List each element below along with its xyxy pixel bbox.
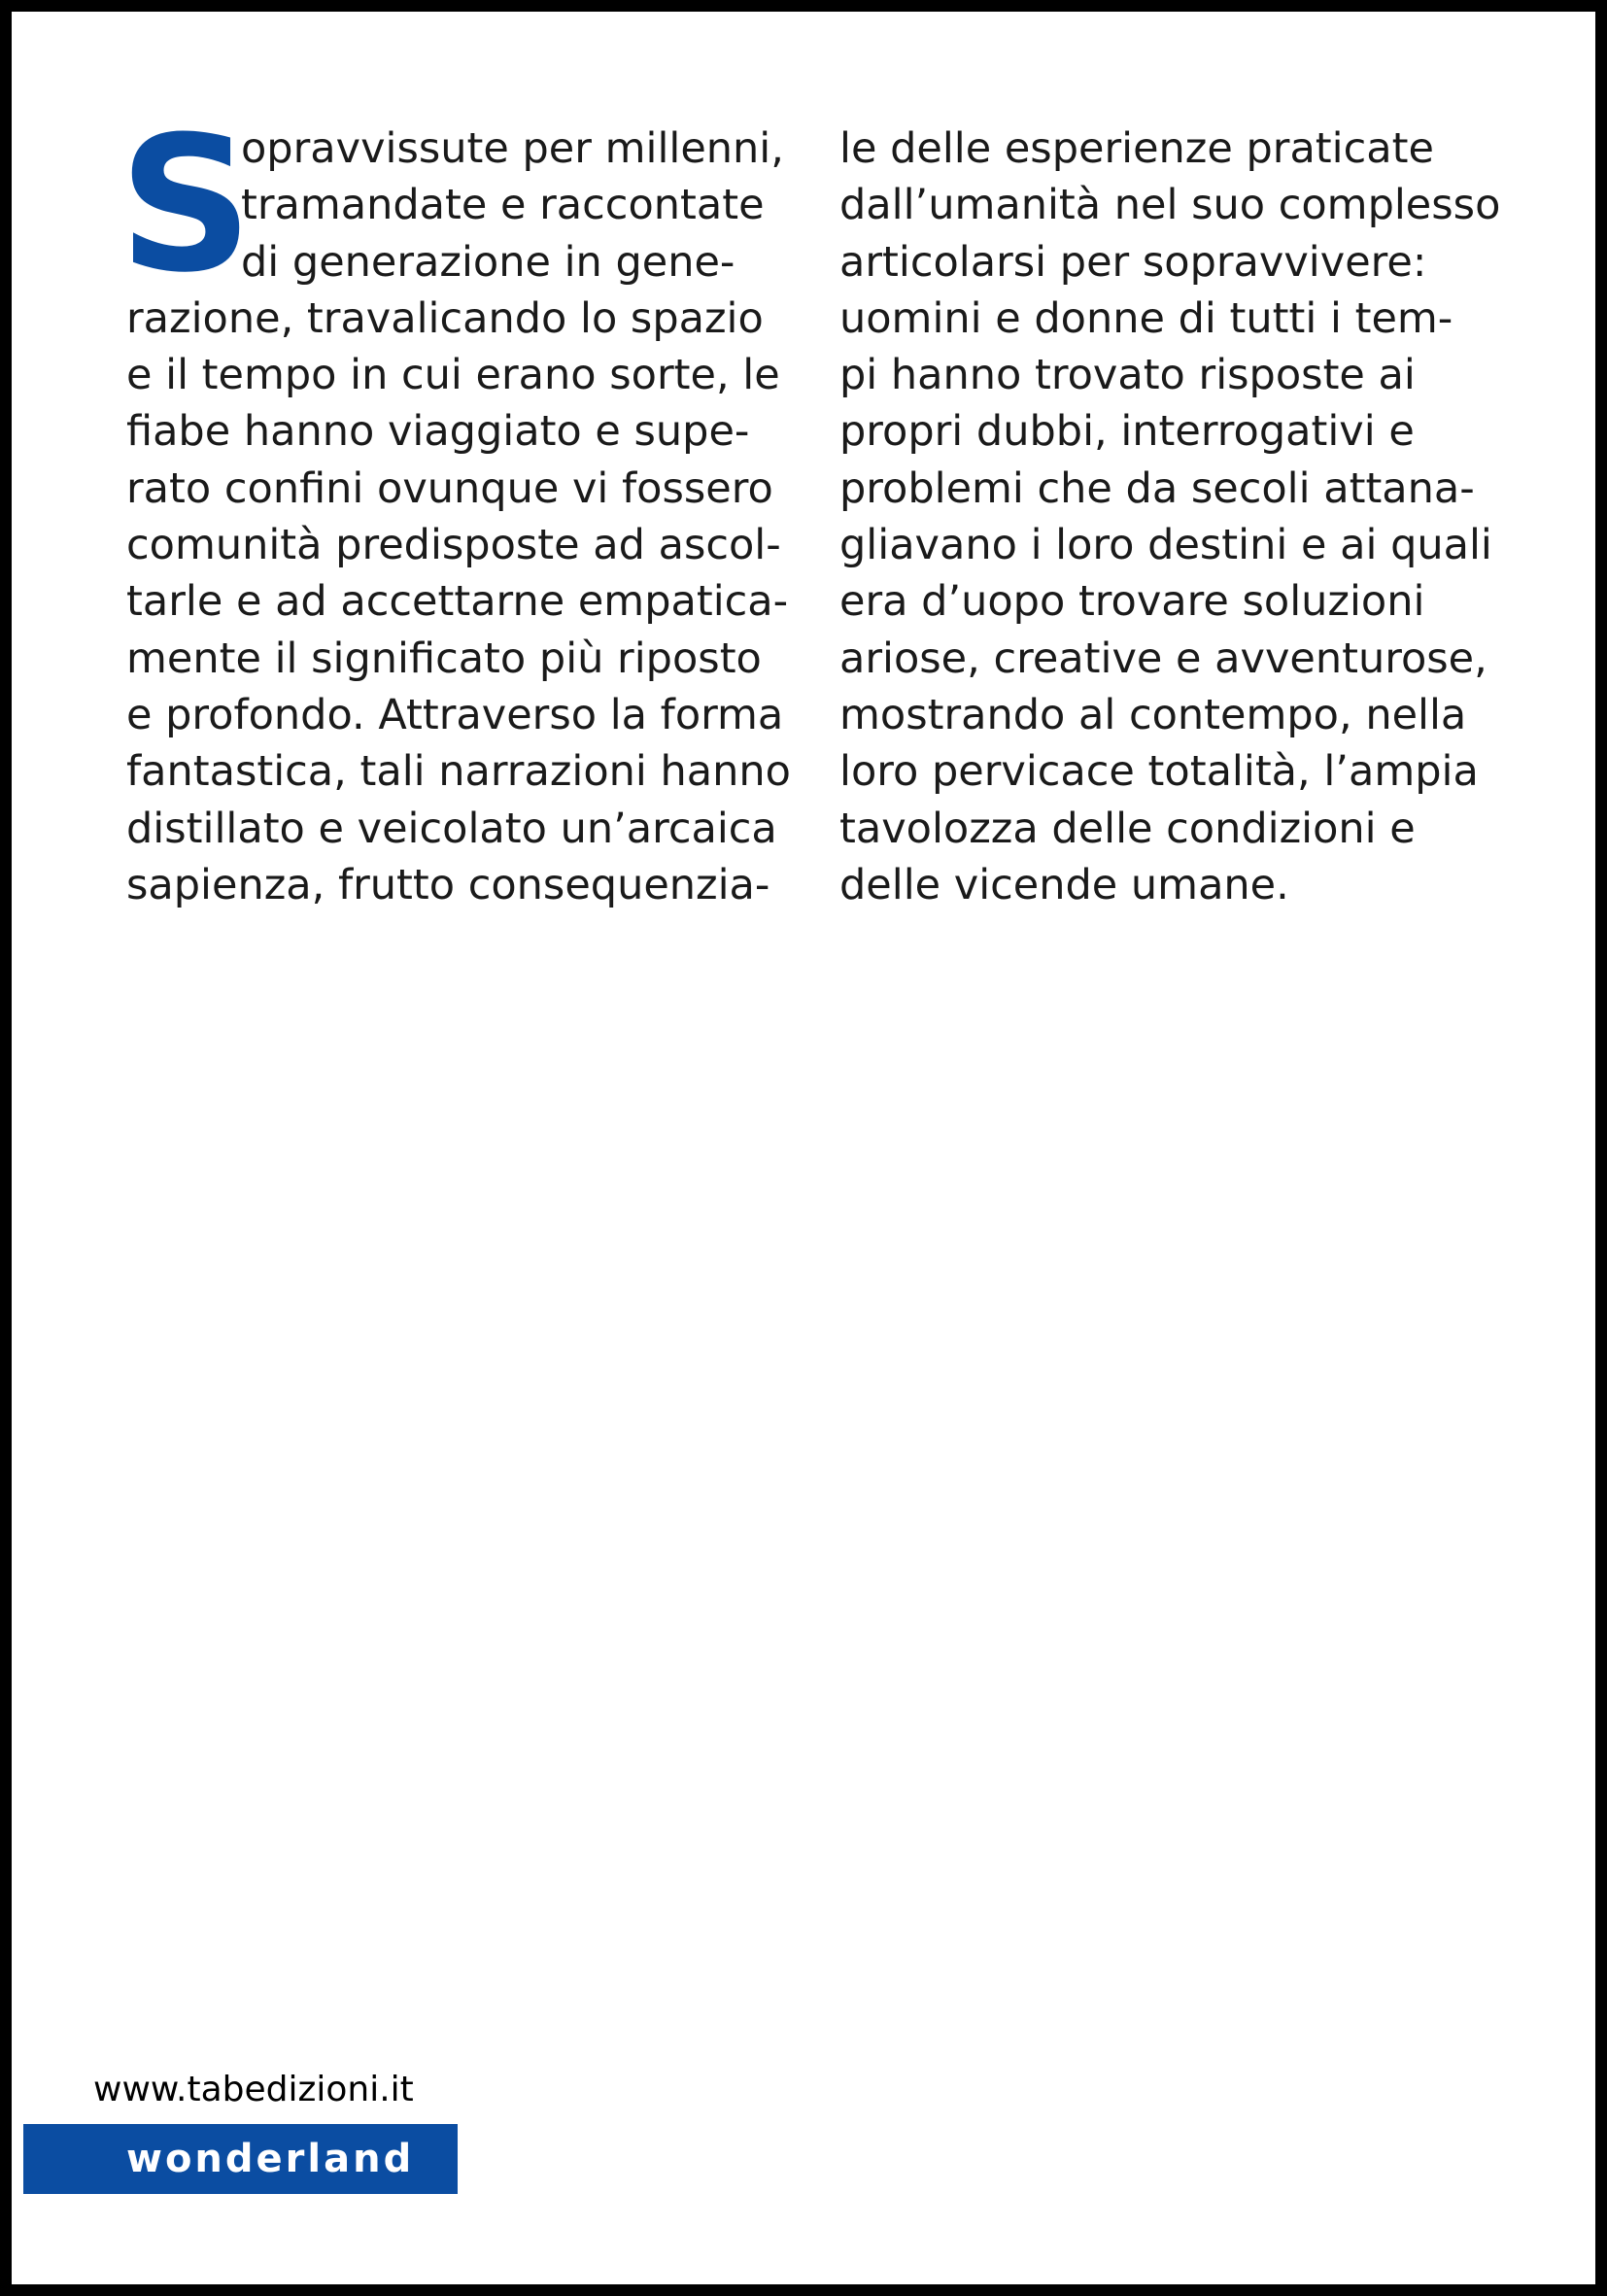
text-line: dall’umanità nel suo complesso	[839, 181, 1501, 230]
text-line: pi hanno trovato risposte ai	[839, 351, 1416, 400]
text-line: mostrando al contempo, nella	[839, 690, 1467, 739]
text-line: sapienza, frutto consequenzia-	[126, 860, 770, 909]
text-line: tavolozza delle condizioni e	[839, 804, 1416, 853]
text-line: rato confini ovunque vi fossero	[126, 463, 773, 513]
text-line: opravvissute per millenni,	[241, 124, 784, 173]
text-line: gliavano i loro destini e ai quali	[839, 521, 1492, 570]
text-line: tarle e ad accettarne empatica-	[126, 577, 789, 627]
text-line: era d’uopo trovare soluzioni	[839, 577, 1425, 627]
text-line: fiabe hanno viaggiato e supe-	[126, 407, 750, 457]
text-line: problemi che da secoli attana-	[839, 463, 1475, 513]
text-column-right	[839, 120, 1520, 913]
text-line: ariose, creative e avventurose,	[839, 634, 1487, 683]
drop-cap: S	[119, 97, 254, 314]
text-line: tramandate e raccontate	[241, 181, 765, 230]
text-line: e profondo. Attraverso la forma	[126, 690, 784, 739]
publisher-website: www.tabedizioni.it	[93, 2070, 414, 2109]
text-line: articolarsi per sopravvivere:	[839, 237, 1427, 287]
text-line: mente il significato più riposto	[126, 634, 762, 683]
text-line: loro pervicace totalità, l’ampia	[839, 747, 1479, 797]
text-line: uomini e donne di tutti i tem-	[839, 293, 1453, 343]
text-line: delle vicende umane.	[839, 860, 1289, 909]
text-line: razione, travalicando lo spazio	[126, 293, 764, 343]
series-label: wonderland	[126, 2137, 415, 2181]
text-column-left	[126, 120, 797, 913]
text-line: le delle esperienze praticate	[839, 124, 1434, 173]
series-band	[23, 2124, 458, 2194]
text-line: comunità predisposte ad ascol-	[126, 521, 781, 570]
text-line: e il tempo in cui erano sorte, le	[126, 351, 780, 400]
text-line: distillato e veicolato un’arcaica	[126, 804, 777, 853]
text-line: fantastica, tali narrazioni hanno	[126, 747, 791, 797]
text-line: di generazione in gene-	[241, 237, 735, 287]
text-line: propri dubbi, interrogativi e	[839, 407, 1415, 457]
